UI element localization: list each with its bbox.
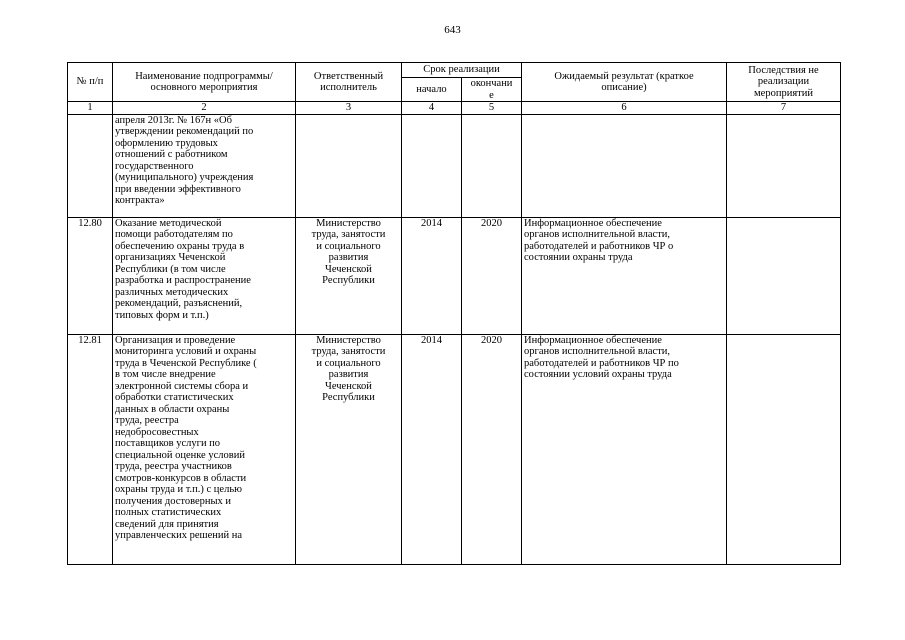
- row-num: 12.80: [68, 217, 113, 334]
- row-end: [462, 114, 522, 217]
- header-num: № п/п: [68, 63, 113, 102]
- column-number: 7: [727, 102, 841, 115]
- row-start: 2014: [402, 334, 462, 564]
- table-row: [68, 114, 841, 217]
- row-result: Информационное обеспечение органов исполнительной власти, работодателей и работников ЧР по состоянии условий охраны труда: [522, 334, 727, 564]
- row-name: апреля 2013г. № 167н «Об утверждении рекомендаций по оформлению трудовых отношений с работником государственного (муниципального) учреждения при введении эффективного контракта»: [113, 114, 296, 217]
- column-number-row: [68, 102, 841, 115]
- row-consequences: [727, 334, 841, 564]
- header-name: Наименование подпрограммы/ основного мероприятия: [113, 63, 296, 102]
- row-result: Информационное обеспечение органов исполнительной власти, работодателей и работников ЧР о состоянии охраны труда: [522, 217, 727, 334]
- header-start: начало: [402, 78, 462, 102]
- row-end: 2020: [462, 217, 522, 334]
- row-name: Организация и проведение мониторинга условий и охраны труда в Чеченской Республике ( в том числе внедрение электронной системы сбора и обработки статистических данных в области охраны труда, реестра недобросовестных поставщиков услуги по специальной оценке условий труда, реестра участников смотров-конкурсов в области охраны труда и т.п.) с целью получения достоверных и полных статистических сведений для принятия управленческих решений на: [113, 334, 296, 564]
- row-end: 2020: [462, 334, 522, 564]
- row-responsible: Министерство труда, занятости и социального развития Чеченской Республики: [296, 217, 402, 334]
- column-number: 5: [462, 102, 522, 115]
- column-number: 3: [296, 102, 402, 115]
- row-responsible: Министерство труда, занятости и социального развития Чеченской Республики: [296, 334, 402, 564]
- program-table: [67, 62, 841, 565]
- header-period: Срок реализации: [402, 63, 522, 78]
- column-number: 4: [402, 102, 462, 115]
- page-number: 643: [444, 24, 461, 36]
- row-start: [402, 114, 462, 217]
- column-number: 6: [522, 102, 727, 115]
- row-num: 12.81: [68, 334, 113, 564]
- row-consequences: [727, 114, 841, 217]
- column-number: 2: [113, 102, 296, 115]
- header-result: Ожидаемый результат (краткое описание): [522, 63, 727, 102]
- table-row: [68, 217, 841, 334]
- header-consequences: Последствия не реализации мероприятий: [727, 63, 841, 102]
- row-num: [68, 114, 113, 217]
- row-name: Оказание методической помощи работодателям по обеспечению охраны труда в организациях Чеченской Республики (в том числе разработка и распространение различных методических рекомендаций, разъяснений, типовых форм и т.п.): [113, 217, 296, 334]
- column-number: 1: [68, 102, 113, 115]
- row-start: 2014: [402, 217, 462, 334]
- table-row: [68, 334, 841, 564]
- row-responsible: [296, 114, 402, 217]
- row-consequences: [727, 217, 841, 334]
- row-result: [522, 114, 727, 217]
- header-responsible: Ответственный исполнитель: [296, 63, 402, 102]
- header-end: окончани е: [462, 78, 522, 102]
